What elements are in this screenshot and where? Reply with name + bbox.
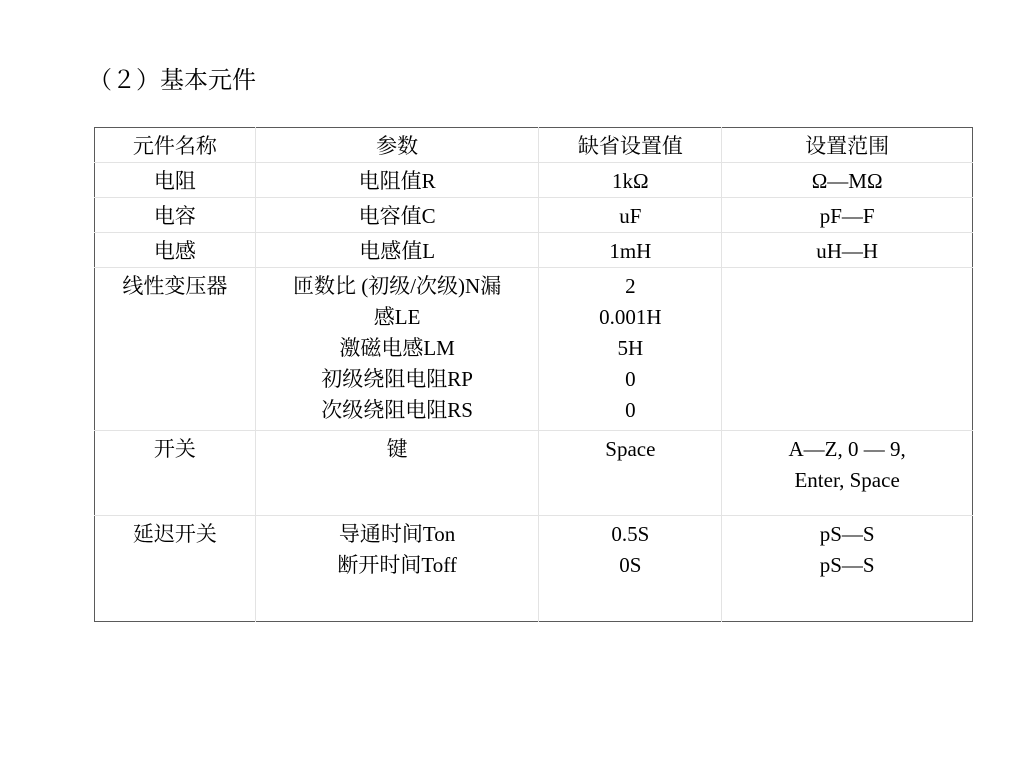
param-line: 激磁电感LM: [339, 336, 455, 360]
table-row: [95, 516, 973, 622]
column-header-name: 元件名称: [95, 128, 256, 163]
param-line: 键: [386, 437, 408, 461]
param-line: 断开时间Toff: [337, 553, 457, 577]
component-name-cell: 电感: [95, 233, 256, 268]
range-cell: [722, 163, 973, 198]
table-row: [95, 163, 973, 198]
table-row: [95, 198, 973, 233]
range-cell: [722, 516, 973, 622]
params-cell: [255, 431, 539, 516]
table-row: [95, 233, 973, 268]
default-cell: [539, 198, 722, 233]
component-name-cell: 延迟开关: [95, 516, 256, 622]
range-cell: [722, 198, 973, 233]
range-cell: [722, 233, 973, 268]
default-line: Space: [605, 437, 656, 461]
param-line: 感LE: [373, 305, 421, 329]
section-heading: （２）基本元件: [88, 66, 256, 94]
column-header-default: 缺省设置值: [539, 128, 722, 163]
table-header-row: [95, 128, 973, 163]
param-line: 初级绕阻电阻RP: [321, 367, 473, 391]
default-cell: [539, 233, 722, 268]
default-cell: [539, 163, 722, 198]
params-cell: [255, 198, 539, 233]
params-cell: [255, 268, 539, 431]
params-cell: [255, 163, 539, 198]
param-line: 电阻值R: [358, 169, 436, 193]
range-line: Enter, Space: [794, 468, 900, 492]
params-cell: [255, 233, 539, 268]
default-cell: [539, 431, 722, 516]
default-cell: [539, 516, 722, 622]
range-cell: [722, 431, 973, 516]
default-line: 0.001H: [599, 305, 662, 329]
components-table: [94, 127, 973, 622]
params-cell: [255, 516, 539, 622]
param-line: 电容值C: [358, 204, 436, 228]
default-line: 0: [625, 398, 636, 422]
range-line: uH—H: [816, 239, 879, 263]
default-line: 0.5S: [611, 522, 650, 546]
default-line: 1kΩ: [612, 169, 649, 193]
default-line: uF: [619, 204, 642, 228]
default-line: 0: [625, 367, 636, 391]
table-row: [95, 431, 973, 516]
column-header-range: 设置范围: [722, 128, 973, 163]
range-line: pS—S: [819, 553, 875, 577]
param-line: 导通时间Ton: [338, 522, 456, 546]
range-line: Ω—MΩ: [811, 169, 883, 193]
range-line: pF—F: [819, 204, 875, 228]
component-name-cell: 开关: [95, 431, 256, 516]
range-cell: [722, 268, 973, 431]
default-line: 2: [625, 274, 636, 298]
range-line: pS—S: [819, 522, 875, 546]
param-line: 匝数比 (初级/次级)N漏: [292, 274, 502, 298]
default-line: 5H: [617, 336, 644, 360]
default-line: 0S: [619, 553, 642, 577]
default-cell: [539, 268, 722, 431]
range-line: A—Z, 0 — 9,: [788, 437, 906, 461]
default-line: 1mH: [609, 239, 652, 263]
column-header-params: 参数: [255, 128, 539, 163]
component-name-cell: 电容: [95, 198, 256, 233]
param-line: 电感值L: [359, 239, 436, 263]
param-line: 次级绕阻电阻RS: [321, 398, 473, 422]
component-name-cell: 线性变压器: [95, 268, 256, 431]
component-name-cell: 电阻: [95, 163, 256, 198]
table-row: [95, 268, 973, 431]
